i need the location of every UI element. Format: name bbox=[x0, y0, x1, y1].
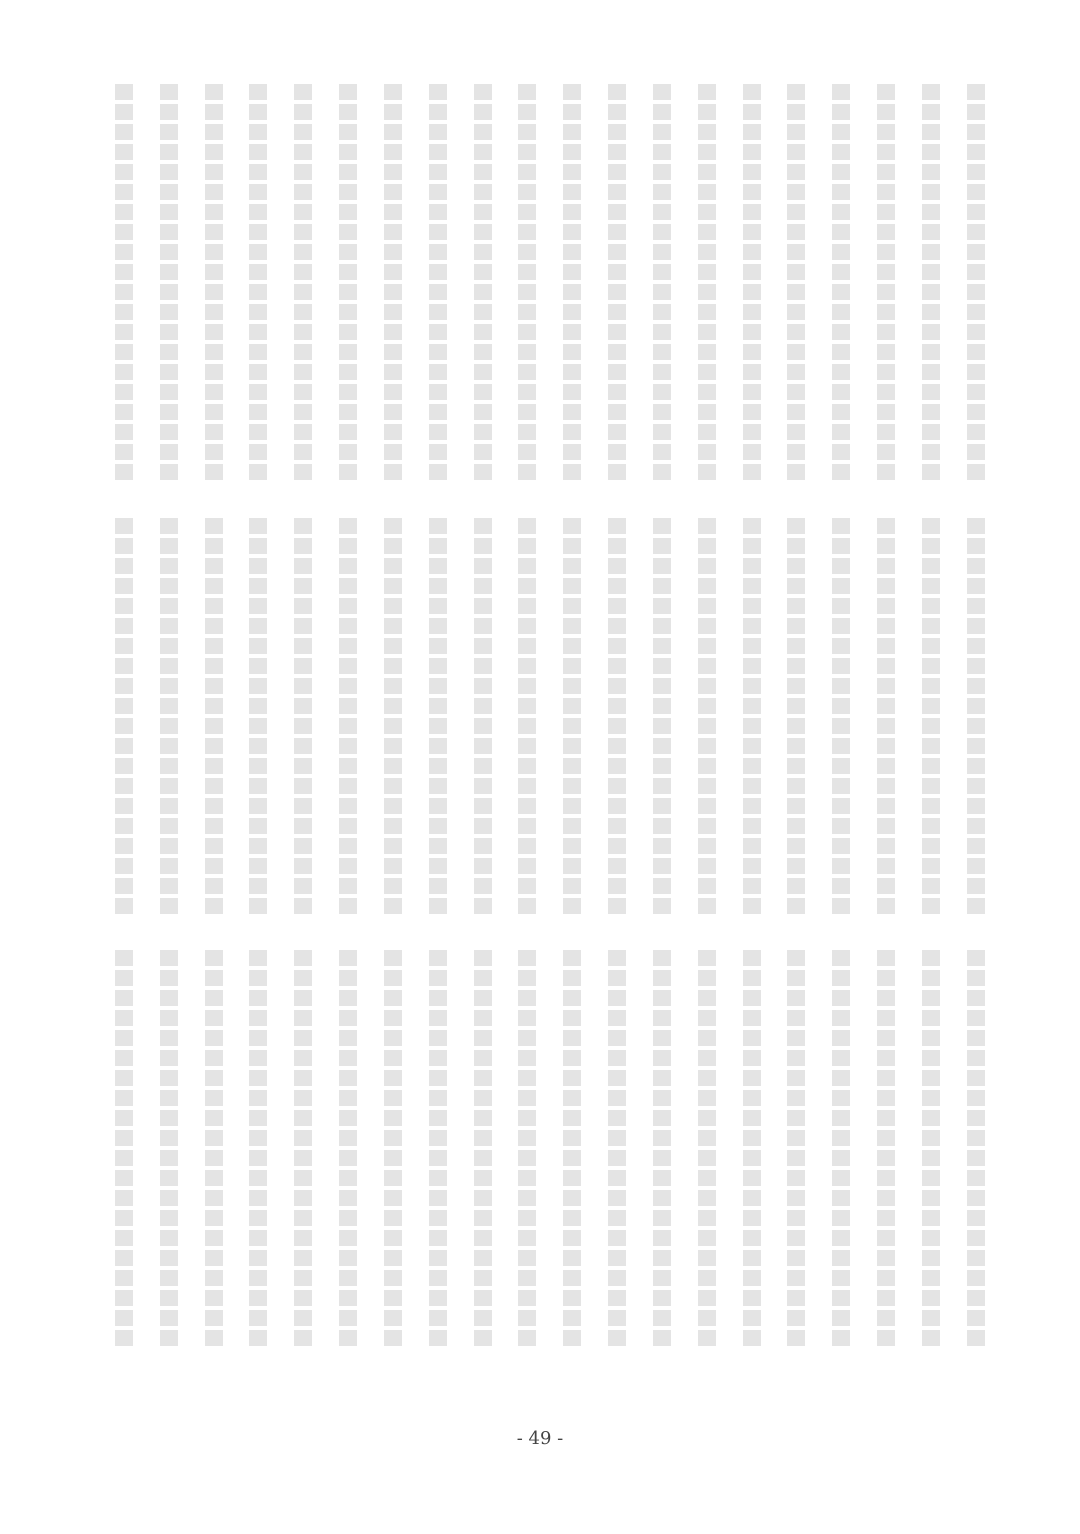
text-column-placeholder bbox=[429, 84, 447, 484]
text-column-placeholder bbox=[967, 950, 985, 1350]
text-column-placeholder bbox=[832, 84, 850, 484]
text-column-placeholder bbox=[160, 518, 178, 914]
text-column-placeholder bbox=[160, 950, 178, 1350]
text-column-placeholder bbox=[698, 518, 716, 914]
text-column-placeholder bbox=[474, 518, 492, 914]
text-column-placeholder bbox=[608, 84, 626, 484]
text-column-placeholder bbox=[787, 518, 805, 914]
text-column-placeholder bbox=[653, 950, 671, 1350]
text-column-placeholder bbox=[429, 950, 447, 1350]
text-column-placeholder bbox=[249, 84, 267, 484]
text-column-placeholder bbox=[563, 950, 581, 1350]
text-column-placeholder bbox=[698, 950, 716, 1350]
text-column-placeholder bbox=[205, 518, 223, 914]
text-column-placeholder bbox=[294, 950, 312, 1350]
text-column-placeholder bbox=[698, 84, 716, 484]
text-column-placeholder bbox=[384, 950, 402, 1350]
text-column-placeholder bbox=[518, 84, 536, 484]
text-column-placeholder bbox=[563, 518, 581, 914]
text-column-placeholder bbox=[832, 518, 850, 914]
text-column-placeholder bbox=[832, 950, 850, 1350]
text-column-placeholder bbox=[474, 84, 492, 484]
text-block-middle bbox=[115, 518, 985, 914]
text-column-placeholder bbox=[653, 84, 671, 484]
text-column-placeholder bbox=[115, 950, 133, 1350]
text-column-placeholder bbox=[877, 950, 895, 1350]
text-block-upper bbox=[115, 84, 985, 484]
text-column-placeholder bbox=[563, 84, 581, 484]
text-column-placeholder bbox=[922, 84, 940, 484]
text-column-placeholder bbox=[787, 950, 805, 1350]
page-number: - 49 - bbox=[516, 1428, 564, 1449]
text-column-placeholder bbox=[608, 950, 626, 1350]
text-column-placeholder bbox=[115, 84, 133, 484]
text-column-placeholder bbox=[608, 518, 626, 914]
text-column-placeholder bbox=[205, 84, 223, 484]
text-column-placeholder bbox=[877, 518, 895, 914]
text-column-placeholder bbox=[743, 950, 761, 1350]
text-column-placeholder bbox=[339, 950, 357, 1350]
text-column-placeholder bbox=[205, 950, 223, 1350]
text-column-placeholder bbox=[249, 950, 267, 1350]
text-column-placeholder bbox=[384, 84, 402, 484]
text-column-placeholder bbox=[922, 950, 940, 1350]
text-column-placeholder bbox=[339, 518, 357, 914]
text-column-placeholder bbox=[474, 950, 492, 1350]
text-column-placeholder bbox=[922, 518, 940, 914]
text-column-placeholder bbox=[653, 518, 671, 914]
text-column-placeholder bbox=[249, 518, 267, 914]
text-column-placeholder bbox=[518, 518, 536, 914]
text-column-placeholder bbox=[967, 518, 985, 914]
text-column-placeholder bbox=[877, 84, 895, 484]
text-column-placeholder bbox=[294, 84, 312, 484]
text-column-placeholder bbox=[160, 84, 178, 484]
text-column-placeholder bbox=[518, 950, 536, 1350]
text-column-placeholder bbox=[429, 518, 447, 914]
text-column-placeholder bbox=[384, 518, 402, 914]
text-column-placeholder bbox=[743, 84, 761, 484]
text-block-lower bbox=[115, 950, 985, 1350]
text-column-placeholder bbox=[339, 84, 357, 484]
text-column-placeholder bbox=[294, 518, 312, 914]
text-column-placeholder bbox=[967, 84, 985, 484]
text-column-placeholder bbox=[743, 518, 761, 914]
text-column-placeholder bbox=[115, 518, 133, 914]
text-column-placeholder bbox=[787, 84, 805, 484]
